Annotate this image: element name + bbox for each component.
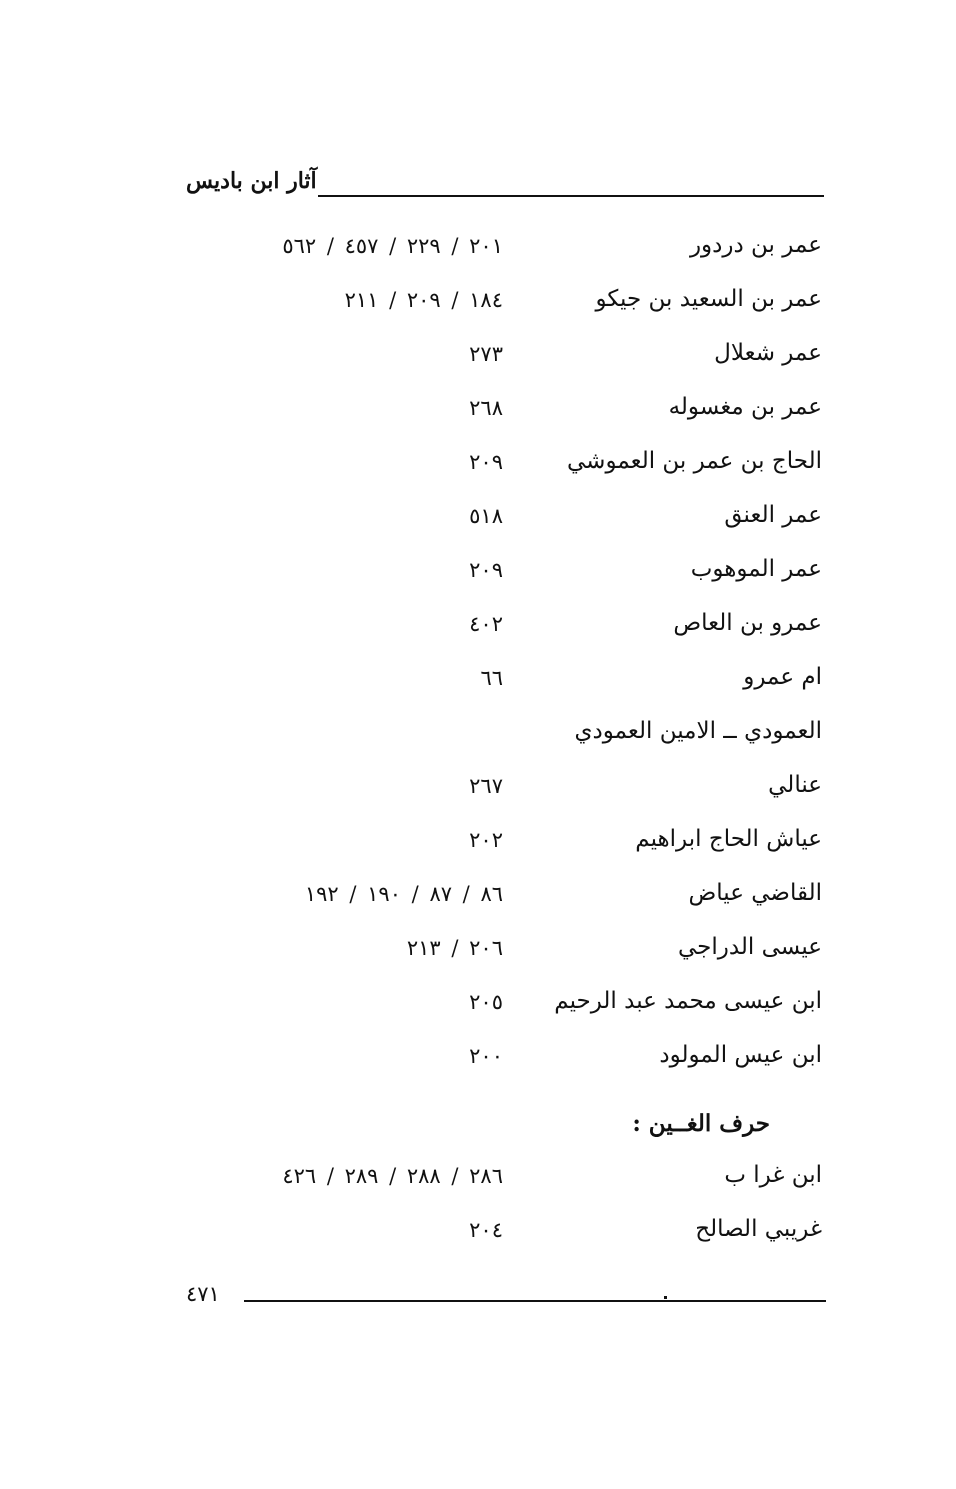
entry-name: عمر العنق [724,502,822,528]
entry-name: الحاج بن عمر بن العموشي [567,448,822,474]
entry-name: عمرو بن العاص [673,610,822,636]
entry-pages: ٢٠١ / ٢٢٩ / ٤٥٧ / ٥٦٢ [282,234,503,258]
index-entry [0,772,956,812]
entry-pages: ٤٠٢ [469,612,503,636]
page-number: ٤٧١ [186,1282,220,1306]
entry-name: عمر الموهوب [690,556,822,582]
entry-name: عيسى الدراجي [677,934,822,960]
index-entry [0,934,956,974]
index-entry [0,1042,956,1082]
book-title: آثار ابن باديس [186,168,317,194]
index-entry [0,502,956,542]
index-entry [0,232,956,272]
entry-pages: ٢٧٣ [469,342,503,366]
footer-rule [244,1300,826,1302]
index-entry [0,610,956,650]
entry-name: عمر شعلال [714,340,822,366]
entry-name: ابن عيس المولود [659,1042,822,1068]
entry-pages: ٢٠٩ [469,558,503,582]
entry-name: عمر بن مغسوله [668,394,822,420]
entry-name: عمر بن دردور [689,232,822,258]
running-header [186,168,826,204]
entry-pages: ١٨٤ / ٢٠٩ / ٢١١ [344,288,503,312]
entry-name: العمودي ــ الامين العمودي [574,718,822,744]
entry-name: غريبي الصالح [695,1216,822,1242]
entry-pages: ٦٦ [480,666,503,690]
entry-name: ام عمرو [743,664,822,690]
index-entry [0,988,956,1028]
entry-pages: ٢٠٦ / ٢١٣ [406,936,503,960]
entry-pages: ٢٨٦ / ٢٨٨ / ٢٨٩ / ٤٢٦ [282,1164,503,1188]
entry-name: القاضي عياض [688,880,822,906]
index-entry [0,826,956,866]
index-entry [0,880,956,920]
footer-rule-mark [664,1296,667,1299]
entry-name: عمر بن السعيد بن جيكو [595,286,822,312]
entry-name: عياش الحاج ابراهيم [635,826,822,852]
index-entry [0,664,956,704]
entry-pages: ٢٦٧ [469,774,503,798]
index-entry [0,1216,956,1256]
index-entry [0,556,956,596]
index-entry [0,394,956,434]
index-entry [0,1162,956,1202]
entry-name: عنالي [768,772,822,798]
entry-name: ابن غرا ب [724,1162,822,1188]
entry-pages: ٢٠٥ [469,990,503,1014]
header-rule [318,195,824,197]
entry-pages: ٢٠٢ [469,828,503,852]
entry-pages: ٢٠٠ [469,1044,503,1068]
entry-pages: ٢٦٨ [469,396,503,420]
entry-pages: ٢٠٩ [469,450,503,474]
index-entry [0,448,956,488]
index-entry [0,340,956,380]
entry-name: ابن عيسى محمد عبد الرحيم [554,988,822,1014]
entry-pages: ٨٦ / ٨٧ / ١٩٠ / ١٩٢ [304,882,503,906]
entry-pages: ٢٠٤ [469,1218,503,1242]
entry-pages: ٥١٨ [469,504,503,528]
index-entry [0,286,956,326]
index-entry [0,718,956,758]
page-footer [186,1282,826,1312]
section-heading-ghain: حرف الغــين : [632,1110,770,1137]
